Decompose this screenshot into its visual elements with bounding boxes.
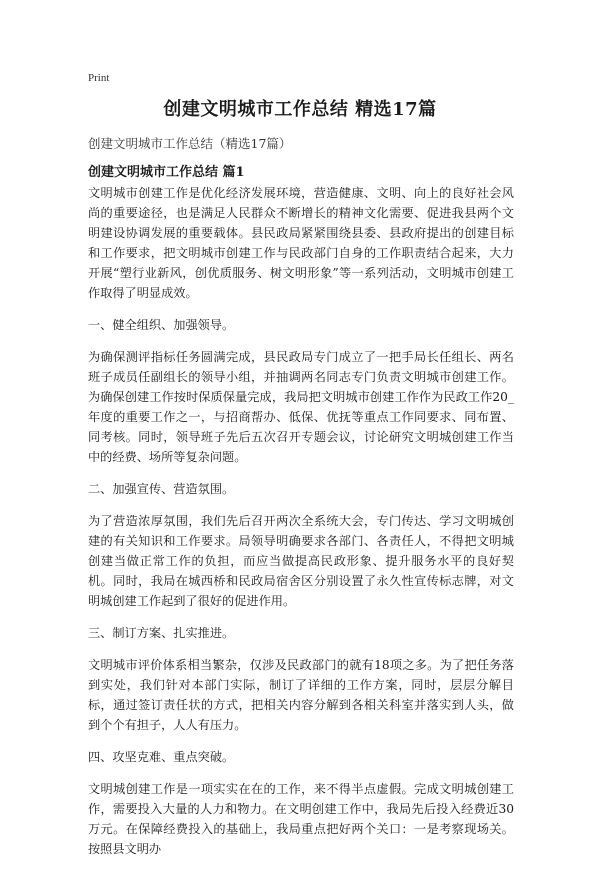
heading-organization: 一、健全组织、加强领导。 — [88, 318, 235, 332]
document-body — [88, 183, 514, 871]
paragraph-intro: 文明城市创建工作是优化经济发展环境，营造健康、文明、向上的良好社会风尚的重要途径，也是满足人民群众不断增长的精神文化需要、促进我县两个文明建设协调发展的重要载体。县民政局紧紧围绕县委、县政府提出的创建目标和工作要求，把文明城市创建工作与民政部门自身的工作职责结合起来，大力开展“塑行业新风，创优质服务、树文明形象”等一系列活动，文明城市创建工作取得了明显成效。 — [88, 186, 514, 300]
paragraph-publicity: 为了营造浓厚氛围，我们先后召开两次全系统大会，专门传达、学习文明城创建的有关知识和工作要求。局领导明确要求各部门、各责任人，不得把文明城创建当做正常工作的负担，而应当做提高民政形象、提升服务水平的良好契机。同时，我局在城西桥和民政局宿舍区分别设置了永久性宣传标志牌，对文明城创建工作起到了很好的促进作用。 — [88, 514, 514, 608]
heading-breakthrough: 四、攻坚克难、重点突破。 — [88, 750, 235, 764]
document-title: 创建文明城市工作总结 精选17篇 — [163, 99, 437, 120]
document-subtitle: 创建文明城市工作总结（精选17篇） — [88, 136, 292, 151]
paragraph-organization: 为确保测评指标任务圆满完成，县民政局专门成立了一把手局长任组长、两名班子成员任副组长的领导小组，并抽调两名同志专门负责文明城市创建工作。为确保创建工作按时保质保量完成，我局把文明城市创建工作作为民政工作20_年度的重要工作之一，与招商帮办、低保、优抚等重点工作同要求、同布置、同考核。同时，领导班子先后五次召开专题会议，讨论研究文明城创建工作当中的经费、场所等复杂问题。 — [88, 350, 514, 464]
heading-plan: 三、制订方案、扎实推进。 — [88, 626, 235, 640]
paragraph-plan: 文明城市评价体系相当繁杂，仅涉及民政部门的就有18项之多。为了把任务落到实处，我们针对本部门实际，制订了详细的工作方案，同时，层层分解目标，通过签订责任状的方式，把相关内容分解到各相关科室并落实到人头，做到个个有担子，人人有压力。 — [88, 658, 514, 732]
print-label: Print — [88, 72, 110, 84]
heading-publicity: 二、加强宣传、营造氛围。 — [88, 482, 235, 496]
section-heading: 创建文明城市工作总结 篇1 — [88, 165, 245, 180]
paragraph-breakthrough: 文明城创建工作是一项实实在在的工作，来不得半点虚假。完成文明城创建工作，需要投入大量的人力和物力。在文明创建工作中，我局先后投入经费近30万元。在保障经费投入的基础上，我局重点把好两个关口：一是考察现场关。按照县文明办 — [88, 782, 514, 856]
